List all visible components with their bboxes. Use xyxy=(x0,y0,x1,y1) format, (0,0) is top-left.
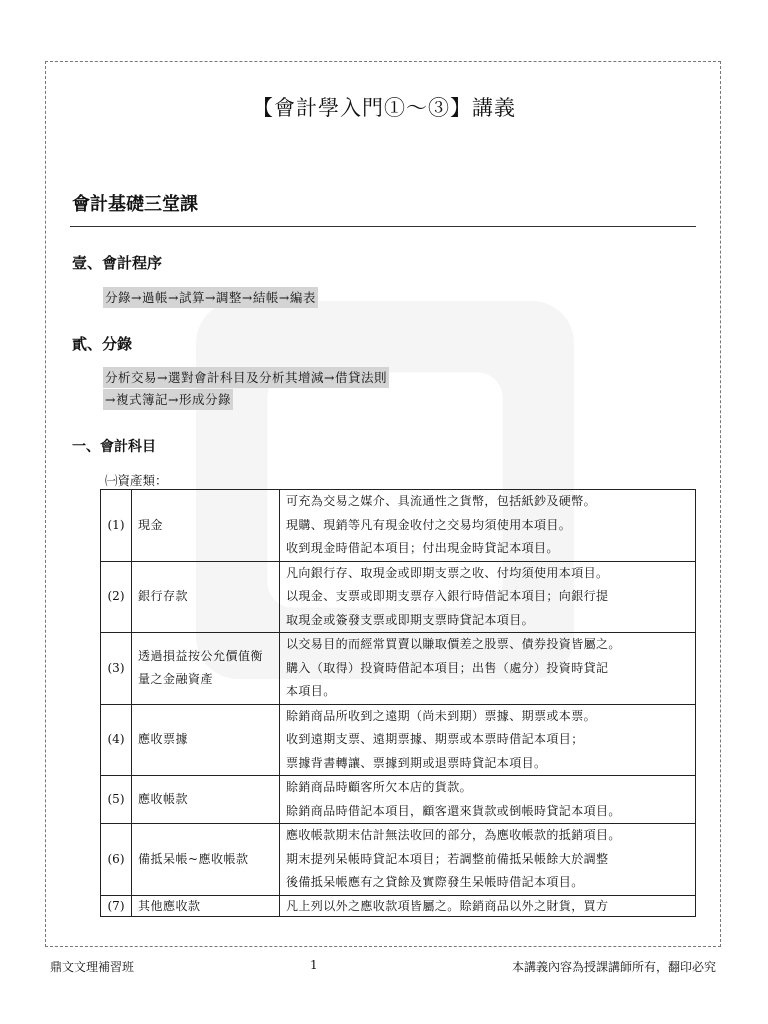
section-title: 會計基礎三堂課 xyxy=(72,194,198,215)
row-number: (1) xyxy=(101,490,132,562)
table-row xyxy=(101,704,696,776)
account-description xyxy=(280,776,696,824)
table-row xyxy=(101,490,696,562)
description-line: 現購、現銷等凡有現金收付之交易均須使用本項目。 xyxy=(286,517,572,532)
description-line: 凡向銀行存、取現金或即期支票之收、付均須使用本項目。 xyxy=(286,565,609,580)
document-title: 【會計學入門①～③】講義 xyxy=(252,96,516,120)
table-row xyxy=(101,895,696,916)
table-row xyxy=(101,633,696,705)
row-number: (5) xyxy=(101,776,132,824)
accounting-cycle-flow: 分錄→過帳→試算→調整→結帳→編表 xyxy=(103,287,318,308)
row-number: (2) xyxy=(101,561,132,633)
description-line: 期末提列呆帳時貸記本項目；若調整前備抵呆帳餘大於調整 xyxy=(286,851,609,866)
description-line: 取現金或簽發支票或即期支票時貸記本項目。 xyxy=(286,612,535,627)
subheading-assets: ㈠資產類： xyxy=(105,473,168,488)
description-line: 賒銷商品時顧客所欠本店的貨款。 xyxy=(286,780,473,794)
description-line: 賒銷商品時借記本項目，顧客還來貨款或倒帳時貸記本項目。 xyxy=(286,803,621,818)
account-description xyxy=(280,704,696,776)
account-description xyxy=(280,633,696,705)
asset-accounts-table xyxy=(100,489,696,917)
account-description xyxy=(280,895,696,916)
row-number: (7) xyxy=(101,895,132,916)
description-line: 票據背書轉讓、票據到期或退票時貸記本項目。 xyxy=(286,755,547,770)
description-line: 應收帳款期末估計無法收回的部分，為應收帳款的抵銷項目。 xyxy=(286,828,621,842)
description-line: 以交易目的而經常買賣以賺取價差之股票、債券投資皆屬之。 xyxy=(286,637,621,651)
table-row xyxy=(101,824,696,896)
heading-account-titles: 一、會計科目 xyxy=(72,439,156,455)
account-description xyxy=(280,561,696,633)
account-name: 其他應收款 xyxy=(132,895,280,916)
account-name: 現金 xyxy=(132,490,280,562)
description-line: 本項目。 xyxy=(286,684,336,698)
description-line: 以現金、支票或即期支票存入銀行時借記本項目；向銀行提 xyxy=(286,589,609,603)
account-description xyxy=(280,824,696,896)
row-number: (4) xyxy=(101,704,132,776)
description-line: 收到現金時借記本項目；付出現金時貸記本項目。 xyxy=(286,541,559,555)
journal-flow-line-1: 分析交易→選對會計科目及分析其增減→借貸法則 xyxy=(103,367,389,388)
description-line: 購入（取得）投資時借記本項目；出售（處分）投資時貸記 xyxy=(286,660,609,675)
heading-journal-entry: 貳、分錄 xyxy=(72,335,133,353)
description-line: 可充為交易之媒介、具流通性之貨幣，包括紙鈔及硬幣。 xyxy=(286,494,597,508)
account-description xyxy=(280,490,696,562)
description-line: 後備抵呆帳應有之貸餘及實際發生呆帳時借記本項目。 xyxy=(286,875,584,889)
account-name: 應收票據 xyxy=(132,704,280,776)
title-divider xyxy=(70,226,696,227)
account-name: 備抵呆帳~應收帳款 xyxy=(132,824,280,896)
table-row xyxy=(101,776,696,824)
heading-accounting-cycle: 壹、會計程序 xyxy=(72,254,163,272)
description-line: 賒銷商品所收到之遠期（尚未到期）票據、期票或本票。 xyxy=(286,708,597,723)
description-line: 凡上列以外之應收款項皆屬之。賒銷商品以外之財貨，買方 xyxy=(286,898,609,913)
row-number: (3) xyxy=(101,633,132,705)
footer-copyright: 本講義內容為授課講師所有，翻印必究 xyxy=(511,960,716,974)
footer-page-number: 1 xyxy=(310,958,318,972)
description-line: 收到遠期支票、遠期票據、期票或本票時借記本項目； xyxy=(286,732,584,746)
account-name: 應收帳款 xyxy=(132,776,280,824)
journal-flow-line-2: →複式簿記→形成分錄 xyxy=(103,389,233,410)
account-name: 透過損益按公允價值衡量之金融資產 xyxy=(132,633,280,705)
row-number: (6) xyxy=(101,824,132,896)
table-row xyxy=(101,561,696,633)
account-name: 銀行存款 xyxy=(132,561,280,633)
footer-school-name: 鼎文文理補習班 xyxy=(50,960,135,974)
